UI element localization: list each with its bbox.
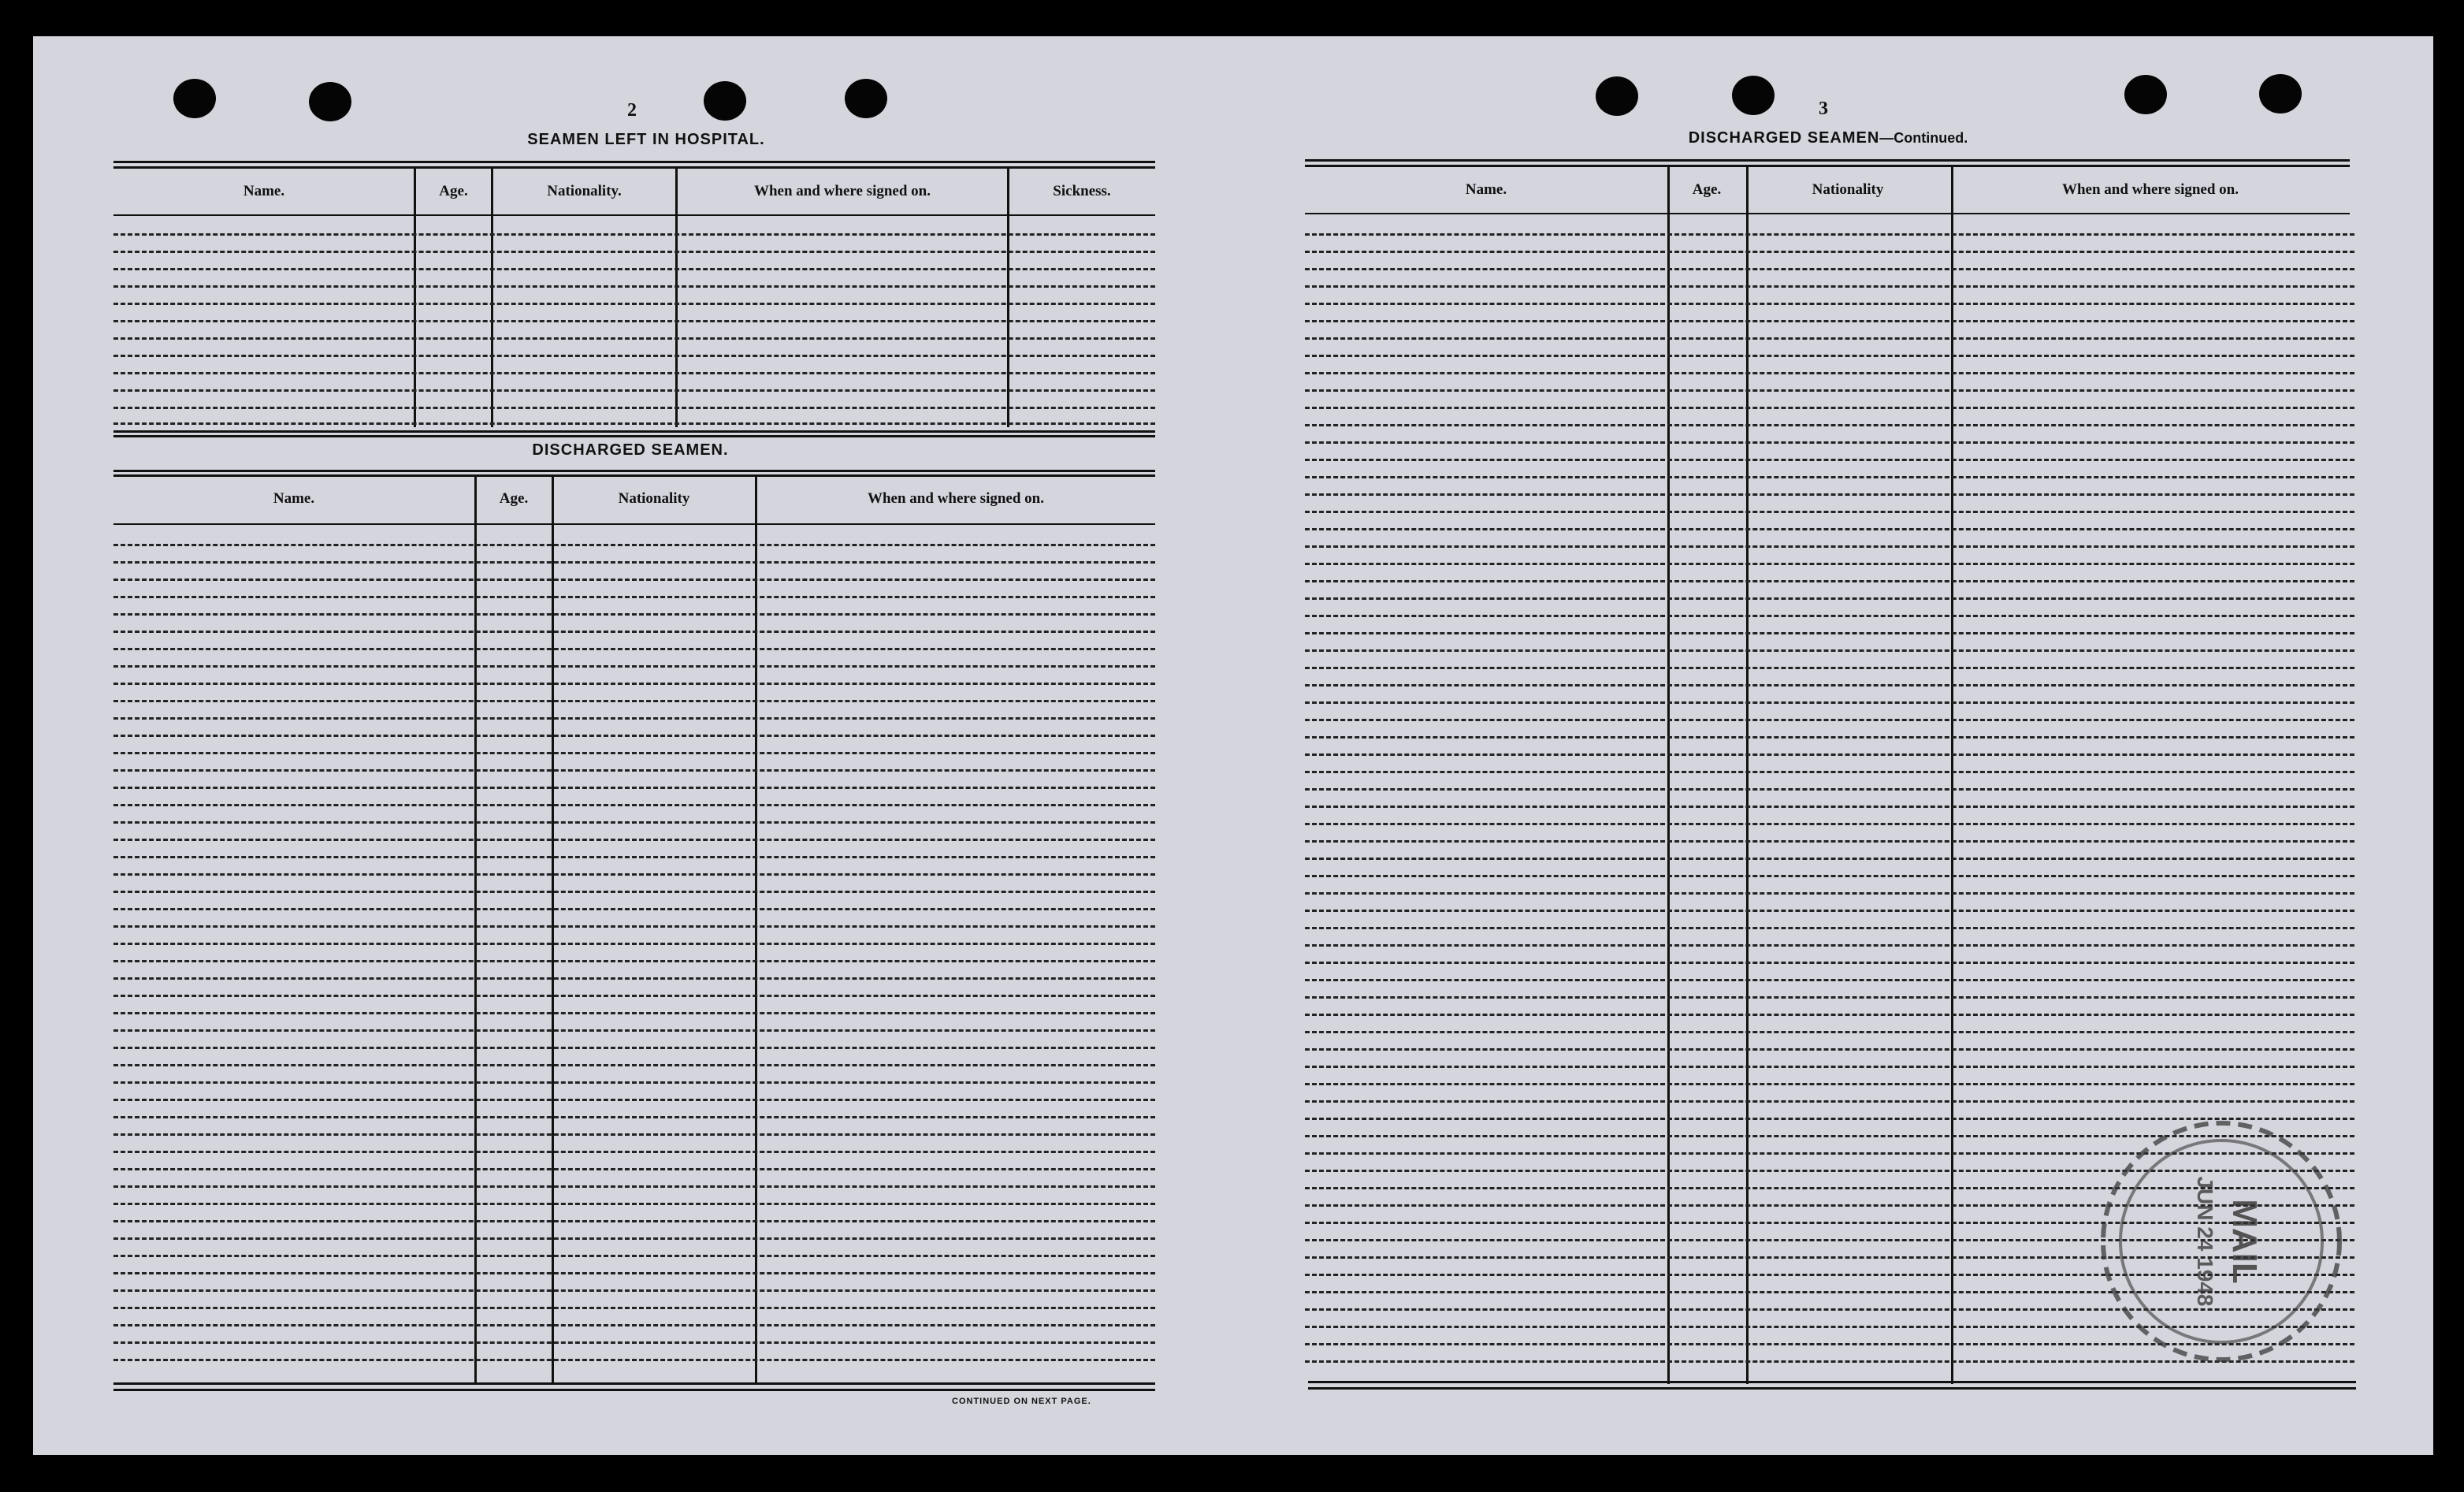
table-row <box>1305 927 2354 929</box>
table-row <box>113 977 1155 980</box>
table-row <box>113 1116 1155 1118</box>
stamp-date-text: JUN 24 1948 <box>2193 1176 2217 1307</box>
table-row <box>113 700 1155 702</box>
table-row <box>113 735 1155 737</box>
stamp-mail-text: MAIL <box>2225 1199 2264 1284</box>
table-row <box>113 613 1155 616</box>
table-row <box>1305 476 2354 478</box>
table-row <box>113 856 1155 858</box>
right-header-signed-on: When and where signed on. <box>2061 181 2239 198</box>
table-row <box>1305 996 2354 999</box>
table-row <box>113 1341 1155 1344</box>
table-row <box>1305 355 2354 357</box>
right-header-age: Age. <box>1692 181 1722 198</box>
table-row <box>113 1012 1155 1014</box>
discharged-continued-title-main: DISCHARGED SEAMEN <box>1688 129 1880 147</box>
table-row <box>1305 337 2354 340</box>
table-row <box>113 1220 1155 1222</box>
table-row <box>1305 268 2354 270</box>
table-row <box>1305 320 2354 322</box>
table-row <box>113 943 1155 945</box>
table-row <box>113 1099 1155 1101</box>
table-row <box>1305 753 2354 756</box>
discharged-rows <box>113 0 1155 1419</box>
table-row <box>113 1359 1155 1361</box>
table-row <box>113 804 1155 806</box>
table-row <box>1305 944 2354 947</box>
table-row <box>1305 736 2354 739</box>
table-row <box>113 596 1155 598</box>
table-row <box>113 648 1155 650</box>
hospital-header-name: Name. <box>243 183 285 199</box>
table-row <box>1305 580 2354 582</box>
table-row <box>1305 459 2354 461</box>
discharged-section-title: DISCHARGED SEAMEN. <box>532 441 729 459</box>
table-row <box>113 1272 1155 1274</box>
table-row <box>1305 407 2354 409</box>
table-row <box>113 579 1155 581</box>
discharged-continued-title-suffix: —Continued. <box>1879 130 1968 146</box>
discharged-bottom-rule <box>113 1389 1155 1391</box>
table-row <box>1305 840 2354 843</box>
table-row <box>1305 1014 2354 1016</box>
right-header-nationality: Nationality <box>1812 181 1884 198</box>
table-row <box>113 1064 1155 1066</box>
hospital-header-nationality: Nationality. <box>547 183 622 199</box>
right-bottom-rule <box>1308 1387 2356 1390</box>
table-row <box>113 839 1155 841</box>
right-header-name: Name. <box>1465 181 1507 198</box>
table-row <box>113 787 1155 789</box>
table-row <box>113 925 1155 928</box>
table-row <box>1305 528 2354 530</box>
table-row <box>113 891 1155 893</box>
table-row <box>1305 372 2354 374</box>
table-row <box>1305 493 2354 496</box>
discharged-header-name: Name. <box>273 490 315 507</box>
table-row <box>1305 1048 2354 1051</box>
table-row <box>1305 615 2354 617</box>
page-number-left: 2 <box>627 100 637 121</box>
table-row <box>1305 389 2354 392</box>
table-row <box>113 1185 1155 1188</box>
hospital-header-sickness: Sickness. <box>1053 183 1111 199</box>
table-row <box>113 1307 1155 1309</box>
table-row <box>1305 545 2354 548</box>
table-row <box>1305 303 2354 305</box>
table-row <box>1305 806 2354 808</box>
table-row <box>1305 285 2354 288</box>
table-row <box>1305 667 2354 669</box>
table-row <box>113 665 1155 668</box>
hospital-header-age: Age. <box>439 183 468 199</box>
table-row <box>113 1029 1155 1032</box>
table-row <box>113 752 1155 754</box>
table-row <box>113 908 1155 910</box>
table-row <box>1305 511 2354 513</box>
table-row <box>113 960 1155 962</box>
table-row <box>113 561 1155 564</box>
table-row <box>113 769 1155 772</box>
table-row <box>1305 858 2354 860</box>
table-row <box>1305 563 2354 565</box>
table-row <box>1305 649 2354 652</box>
table-row <box>113 631 1155 633</box>
table-row <box>1305 910 2354 912</box>
page-number-right: 3 <box>1819 99 1828 119</box>
table-row <box>113 1289 1155 1292</box>
table-row <box>1305 701 2354 704</box>
table-row <box>1305 788 2354 791</box>
table-row <box>1305 823 2354 825</box>
table-row <box>1305 1066 2354 1068</box>
hospital-header-signed-on: When and where signed on. <box>753 183 931 199</box>
table-row <box>1305 962 2354 964</box>
table-row <box>1305 251 2354 253</box>
discharged-bottom-rule <box>113 1382 1155 1385</box>
table-row <box>113 873 1155 876</box>
table-row <box>113 1081 1155 1084</box>
table-row <box>1305 1031 2354 1033</box>
hospital-section-title: SEAMEN LEFT IN HOSPITAL. <box>527 131 765 148</box>
discharged-header-age: Age. <box>499 490 529 507</box>
table-row <box>1305 979 2354 981</box>
table-row <box>113 1324 1155 1326</box>
discharged-header-nationality: Nationality <box>618 490 690 507</box>
table-row <box>1305 875 2354 877</box>
discharged-header-signed-on: When and where signed on. <box>867 490 1044 507</box>
table-row <box>1305 597 2354 600</box>
table-row <box>113 1237 1155 1240</box>
table-row <box>1305 632 2354 634</box>
table-row <box>113 1255 1155 1257</box>
table-row <box>113 821 1155 824</box>
table-row <box>113 683 1155 685</box>
table-row <box>1305 719 2354 721</box>
table-row <box>1305 441 2354 444</box>
table-row <box>113 1133 1155 1136</box>
table-row <box>113 995 1155 997</box>
table-row <box>113 1168 1155 1170</box>
right-bottom-rule <box>1308 1381 2356 1383</box>
table-row <box>1305 684 2354 686</box>
table-row <box>113 1047 1155 1049</box>
continued-footer: CONTINUED ON NEXT PAGE. <box>952 1397 1091 1406</box>
table-row <box>113 1203 1155 1205</box>
table-row <box>113 717 1155 720</box>
table-row <box>1305 1100 2354 1103</box>
postal-stamp <box>2091 1111 2351 1371</box>
table-row <box>1305 1083 2354 1085</box>
table-row <box>113 544 1155 546</box>
table-row <box>1305 771 2354 773</box>
table-row <box>113 1151 1155 1153</box>
table-row <box>1305 424 2354 426</box>
table-row <box>1305 233 2354 236</box>
table-row <box>1305 892 2354 895</box>
